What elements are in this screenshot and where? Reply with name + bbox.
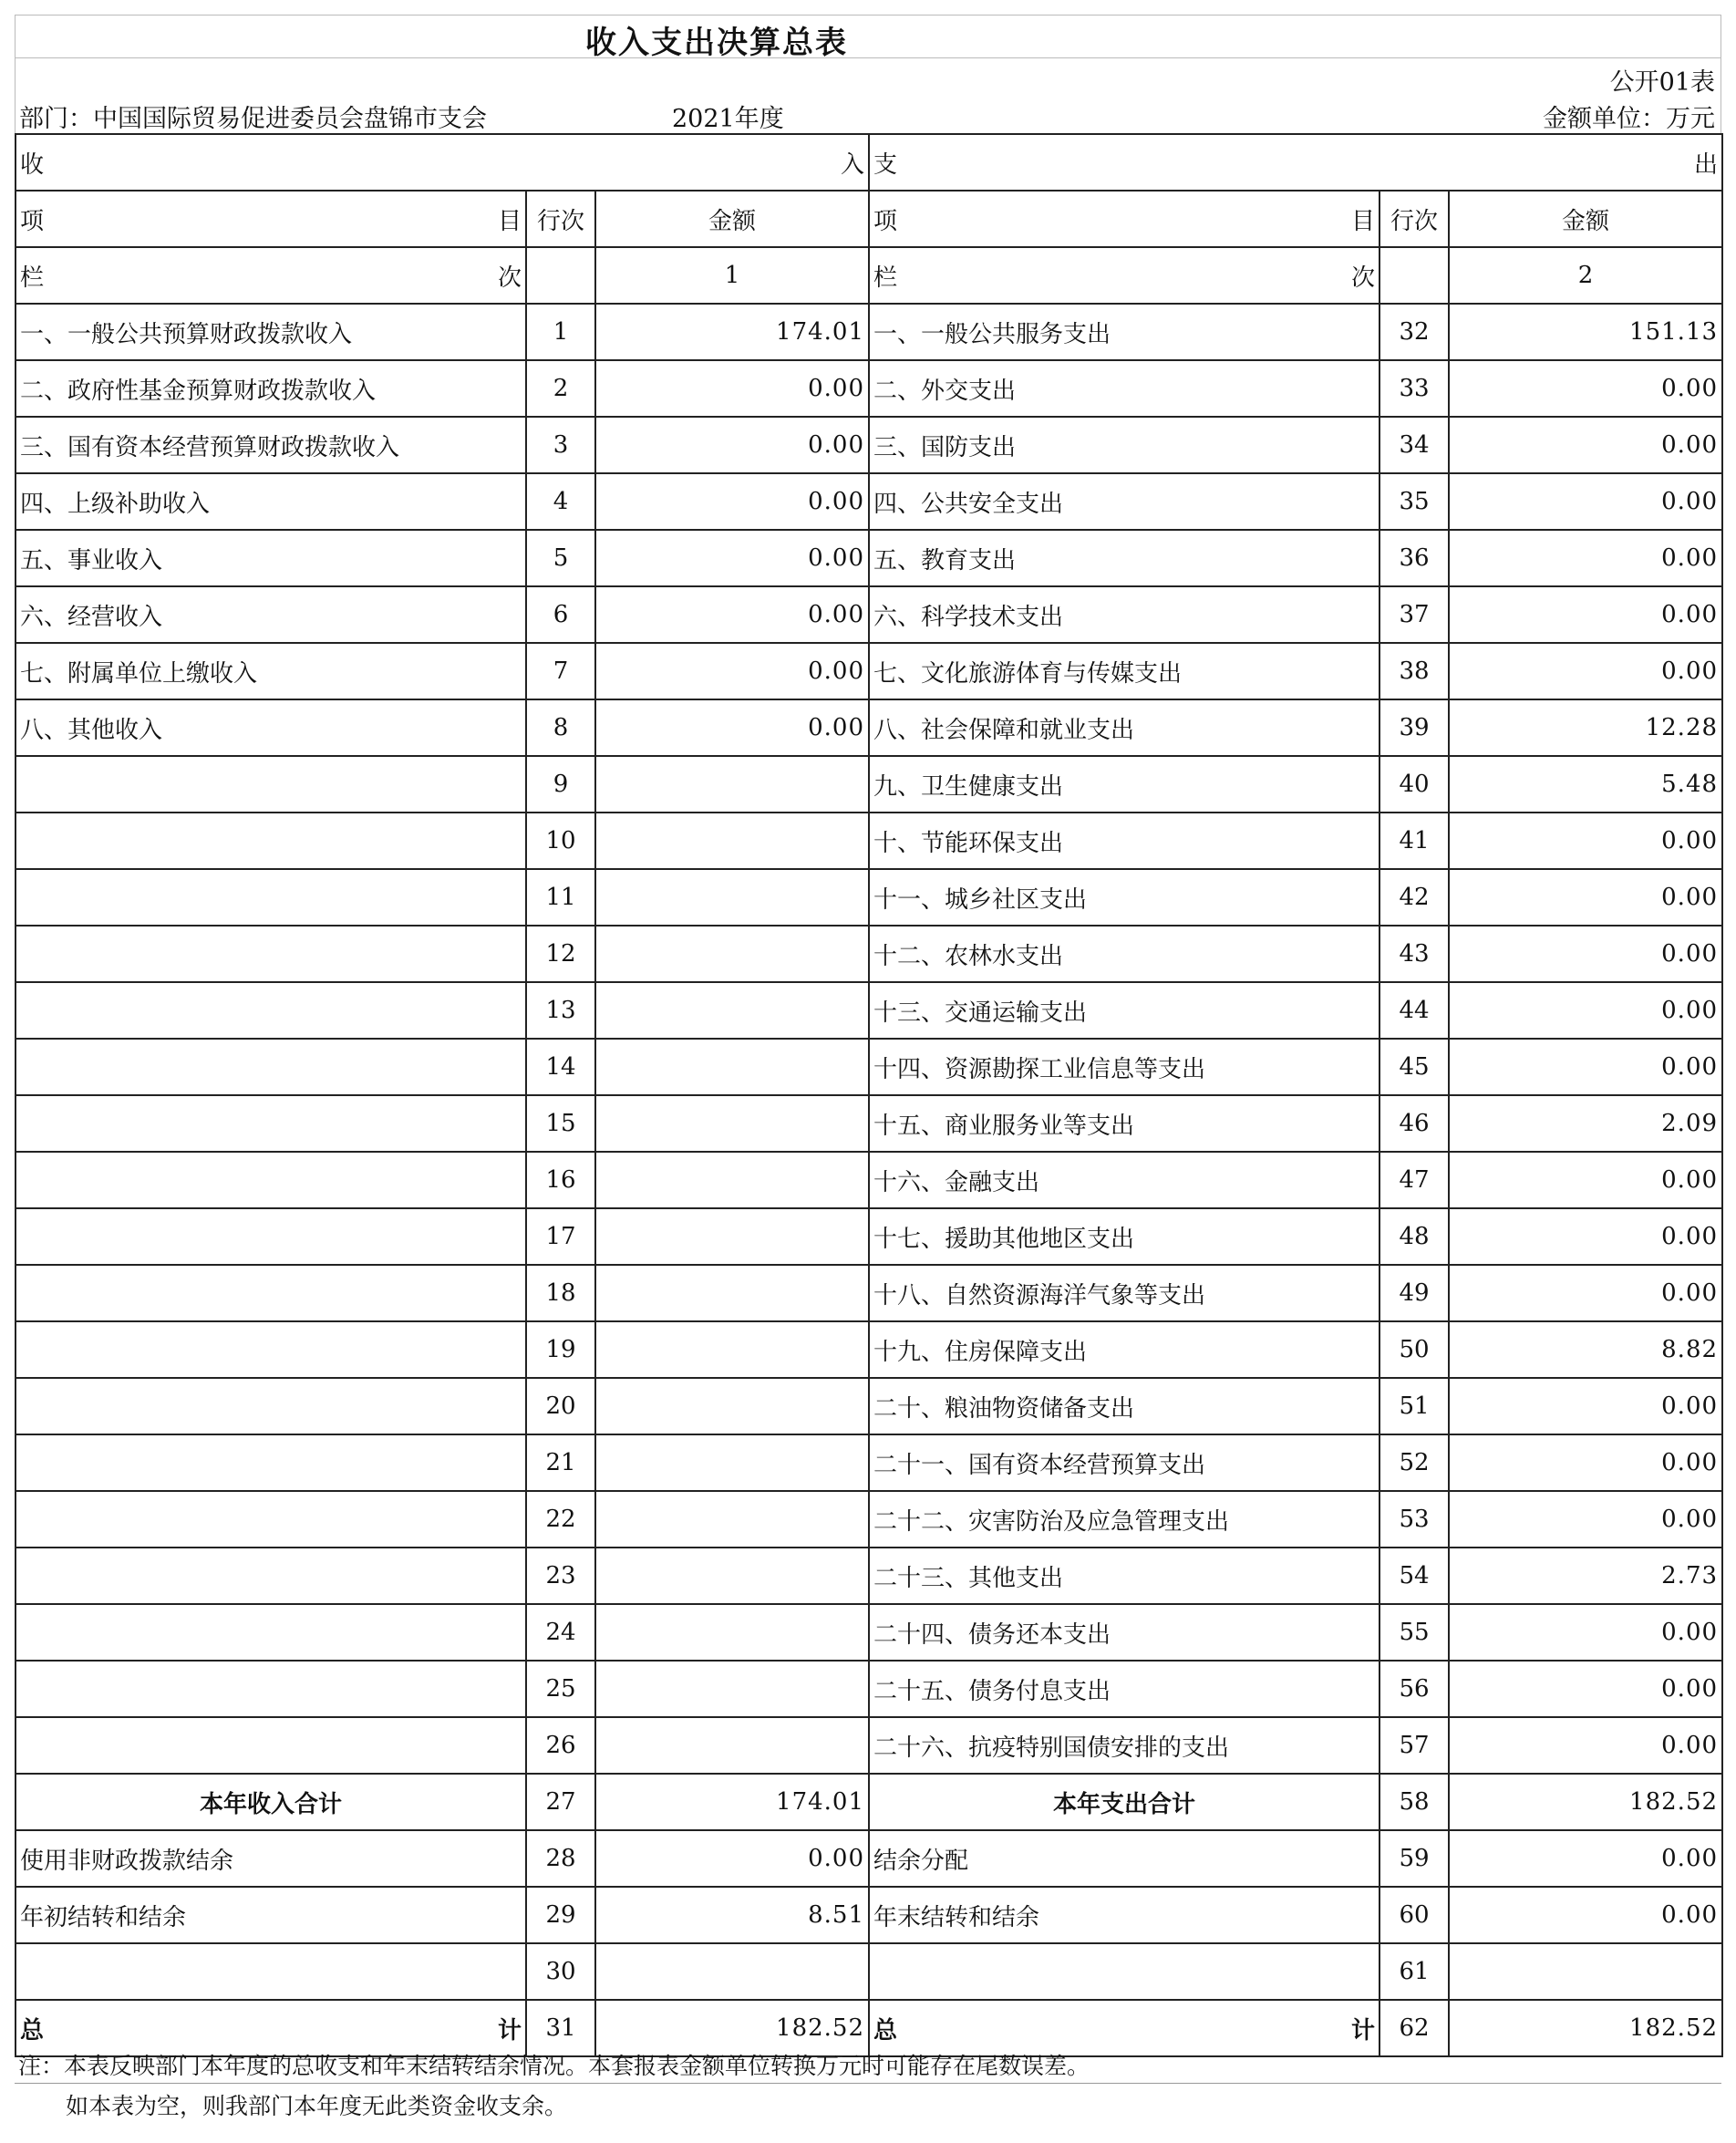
expense-item-name: 结余分配 bbox=[869, 1830, 1380, 1887]
empty-cell bbox=[526, 247, 595, 304]
income-amount bbox=[595, 982, 869, 1039]
income-row-no: 27 bbox=[526, 1774, 595, 1830]
section-header-row bbox=[16, 134, 1722, 191]
expense-amount: 0.00 bbox=[1449, 530, 1722, 586]
expense-row-no: 34 bbox=[1380, 417, 1449, 473]
table-row bbox=[16, 304, 1722, 360]
income-row-no: 29 bbox=[526, 1887, 595, 1943]
table-row bbox=[16, 417, 1722, 473]
income-amount bbox=[595, 1943, 869, 2000]
expense-amount: 182.52 bbox=[1449, 1774, 1722, 1830]
income-amount: 0.00 bbox=[595, 1830, 869, 1887]
table-row bbox=[16, 1152, 1722, 1208]
expense-row-no: 50 bbox=[1380, 1321, 1449, 1378]
expense-row-no: 46 bbox=[1380, 1095, 1449, 1152]
table-row bbox=[16, 982, 1722, 1039]
income-item-name bbox=[16, 756, 526, 813]
form-code-row bbox=[15, 58, 1721, 95]
expense-column-index: 2 bbox=[1449, 247, 1722, 304]
income-item-name: 一、一般公共预算财政拨款收入 bbox=[16, 304, 526, 360]
income-item-name bbox=[16, 1717, 526, 1774]
income-amount bbox=[595, 1095, 869, 1152]
income-item-name bbox=[16, 1434, 526, 1491]
expense-item-name: 三、国防支出 bbox=[869, 417, 1380, 473]
expense-row-no: 52 bbox=[1380, 1434, 1449, 1491]
expense-amount: 0.00 bbox=[1449, 1434, 1722, 1491]
income-expense-table bbox=[15, 133, 1723, 2057]
income-row-no: 10 bbox=[526, 813, 595, 869]
table-row bbox=[16, 756, 1722, 813]
expense-item-name: 二十五、债务付息支出 bbox=[869, 1661, 1380, 1717]
table-row bbox=[16, 1943, 1722, 2000]
expense-item-name: 二、外交支出 bbox=[869, 360, 1380, 417]
table-row bbox=[16, 643, 1722, 699]
column-header-row bbox=[16, 191, 1722, 247]
expense-amount: 0.00 bbox=[1449, 1208, 1722, 1265]
income-item-name: 八、其他收入 bbox=[16, 699, 526, 756]
expense-item-name: 十、节能环保支出 bbox=[869, 813, 1380, 869]
expense-item-name bbox=[869, 1943, 1380, 2000]
income-item-name bbox=[16, 1095, 526, 1152]
income-column-label: 栏 次 bbox=[16, 247, 526, 304]
table-row bbox=[16, 1604, 1722, 1661]
income-amount-header: 金额 bbox=[595, 191, 869, 247]
income-amount bbox=[595, 1265, 869, 1321]
expense-item-name: 十一、城乡社区支出 bbox=[869, 869, 1380, 926]
expense-row-no: 59 bbox=[1380, 1830, 1449, 1887]
expense-item-name: 十四、资源勘探工业信息等支出 bbox=[869, 1039, 1380, 1095]
expense-amount-header: 金额 bbox=[1449, 191, 1722, 247]
expense-amount: 0.00 bbox=[1449, 586, 1722, 643]
income-row-no: 3 bbox=[526, 417, 595, 473]
expense-row-no: 53 bbox=[1380, 1491, 1449, 1548]
income-amount: 0.00 bbox=[595, 530, 869, 586]
expense-item-name: 八、社会保障和就业支出 bbox=[869, 699, 1380, 756]
income-row-no: 19 bbox=[526, 1321, 595, 1378]
expense-item-name: 年末结转和结余 bbox=[869, 1887, 1380, 1943]
income-amount bbox=[595, 926, 869, 982]
income-amount bbox=[595, 1604, 869, 1661]
income-amount bbox=[595, 1208, 869, 1265]
income-row-no: 9 bbox=[526, 756, 595, 813]
expense-row-no: 58 bbox=[1380, 1774, 1449, 1830]
income-item-name: 四、上级补助收入 bbox=[16, 473, 526, 530]
expense-amount bbox=[1449, 1943, 1722, 2000]
expense-amount: 0.00 bbox=[1449, 1491, 1722, 1548]
expense-amount: 5.48 bbox=[1449, 756, 1722, 813]
income-item-name: 使用非财政拨款结余 bbox=[16, 1830, 526, 1887]
income-amount: 8.51 bbox=[595, 1887, 869, 1943]
expense-item-name: 一、一般公共服务支出 bbox=[869, 304, 1380, 360]
expense-amount: 0.00 bbox=[1449, 869, 1722, 926]
table-row bbox=[16, 360, 1722, 417]
expense-row-no: 39 bbox=[1380, 699, 1449, 756]
expense-row-no: 60 bbox=[1380, 1887, 1449, 1943]
expense-item-name: 二十一、国有资本经营预算支出 bbox=[869, 1434, 1380, 1491]
table-row bbox=[16, 586, 1722, 643]
income-row-no: 4 bbox=[526, 473, 595, 530]
table-row bbox=[16, 1208, 1722, 1265]
income-amount: 0.00 bbox=[595, 586, 869, 643]
expense-row-no: 33 bbox=[1380, 360, 1449, 417]
expense-item-header: 项 目 bbox=[869, 191, 1380, 247]
expense-amount: 0.00 bbox=[1449, 643, 1722, 699]
table-row bbox=[16, 699, 1722, 756]
income-item-name bbox=[16, 1548, 526, 1604]
income-amount: 174.01 bbox=[595, 1774, 869, 1830]
expense-item-name: 十六、金融支出 bbox=[869, 1152, 1380, 1208]
expense-item-name: 四、公共安全支出 bbox=[869, 473, 1380, 530]
income-amount bbox=[595, 1434, 869, 1491]
income-row-no: 20 bbox=[526, 1378, 595, 1434]
income-row-no: 13 bbox=[526, 982, 595, 1039]
income-item-name bbox=[16, 1039, 526, 1095]
expense-item-name: 十七、援助其他地区支出 bbox=[869, 1208, 1380, 1265]
income-item-name: 本年收入合计 bbox=[16, 1774, 526, 1830]
income-row-no: 16 bbox=[526, 1152, 595, 1208]
expense-amount: 0.00 bbox=[1449, 1378, 1722, 1434]
expense-row-no: 41 bbox=[1380, 813, 1449, 869]
income-amount: 0.00 bbox=[595, 643, 869, 699]
expense-row-no: 37 bbox=[1380, 586, 1449, 643]
expense-row-no: 51 bbox=[1380, 1378, 1449, 1434]
table-row bbox=[16, 1717, 1722, 1774]
table-row bbox=[16, 926, 1722, 982]
expense-amount: 0.00 bbox=[1449, 360, 1722, 417]
expense-section-header: 支 出 bbox=[869, 134, 1722, 191]
expense-item-name: 十三、交通运输支出 bbox=[869, 982, 1380, 1039]
table-row bbox=[16, 1265, 1722, 1321]
income-row-no: 6 bbox=[526, 586, 595, 643]
income-amount: 0.00 bbox=[595, 699, 869, 756]
income-item-name bbox=[16, 813, 526, 869]
divider bbox=[15, 2083, 1721, 2084]
expense-row-no: 45 bbox=[1380, 1039, 1449, 1095]
income-row-no: 15 bbox=[526, 1095, 595, 1152]
table-row bbox=[16, 1661, 1722, 1717]
income-row-no: 30 bbox=[526, 1943, 595, 2000]
expense-amount: 0.00 bbox=[1449, 1039, 1722, 1095]
income-amount bbox=[595, 813, 869, 869]
income-item-name bbox=[16, 1321, 526, 1378]
expense-row-no: 44 bbox=[1380, 982, 1449, 1039]
expense-amount: 12.28 bbox=[1449, 699, 1722, 756]
income-item-name bbox=[16, 982, 526, 1039]
table-row bbox=[16, 1321, 1722, 1378]
note-line-1: 注：本表反映部门本年度的总收支和年末结转结余情况。本套报表金额单位转换万元时可能存在尾数误差。 bbox=[18, 2053, 1090, 2079]
expense-amount: 0.00 bbox=[1449, 417, 1722, 473]
income-item-name bbox=[16, 1943, 526, 2000]
expense-amount: 0.00 bbox=[1449, 982, 1722, 1039]
income-item-name bbox=[16, 1604, 526, 1661]
expense-item-name: 二十、粮油物资储备支出 bbox=[869, 1378, 1380, 1434]
page-title: 收入支出决算总表 bbox=[585, 25, 848, 61]
income-row-no: 18 bbox=[526, 1265, 595, 1321]
table-row bbox=[16, 1830, 1722, 1887]
income-item-name: 年初结转和结余 bbox=[16, 1887, 526, 1943]
income-amount bbox=[595, 1378, 869, 1434]
expense-column-label: 栏 次 bbox=[869, 247, 1380, 304]
expense-amount: 0.00 bbox=[1449, 473, 1722, 530]
income-item-name bbox=[16, 1378, 526, 1434]
income-row-no: 7 bbox=[526, 643, 595, 699]
expense-item-name: 六、科学技术支出 bbox=[869, 586, 1380, 643]
note-line-2: 如本表为空，则我部门本年度无此类资金收支余。 bbox=[66, 2093, 568, 2119]
income-amount bbox=[595, 1491, 869, 1548]
table-row bbox=[16, 530, 1722, 586]
income-row-no: 5 bbox=[526, 530, 595, 586]
table-row bbox=[16, 1887, 1722, 1943]
expense-row-no: 57 bbox=[1380, 1717, 1449, 1774]
expense-item-name: 二十三、其他支出 bbox=[869, 1548, 1380, 1604]
expense-row-no: 36 bbox=[1380, 530, 1449, 586]
expense-item-name: 十五、商业服务业等支出 bbox=[869, 1095, 1380, 1152]
income-total-row-no: 31 bbox=[526, 2000, 595, 2056]
expense-item-name: 九、卫生健康支出 bbox=[869, 756, 1380, 813]
income-row-no: 28 bbox=[526, 1830, 595, 1887]
income-amount: 0.00 bbox=[595, 417, 869, 473]
expense-row-no-header: 行次 bbox=[1380, 191, 1449, 247]
income-row-no: 8 bbox=[526, 699, 595, 756]
table-row bbox=[16, 1434, 1722, 1491]
expense-item-name: 本年支出合计 bbox=[869, 1774, 1380, 1830]
expense-row-no: 42 bbox=[1380, 869, 1449, 926]
income-amount bbox=[595, 1321, 869, 1378]
column-index-row bbox=[16, 247, 1722, 304]
expense-amount: 0.00 bbox=[1449, 926, 1722, 982]
income-item-name bbox=[16, 1491, 526, 1548]
expense-item-name: 五、教育支出 bbox=[869, 530, 1380, 586]
income-item-name: 二、政府性基金预算财政拨款收入 bbox=[16, 360, 526, 417]
expense-item-name: 七、文化旅游体育与传媒支出 bbox=[869, 643, 1380, 699]
expense-item-name: 十二、农林水支出 bbox=[869, 926, 1380, 982]
meta-row bbox=[15, 95, 1721, 133]
expense-total-row-no: 62 bbox=[1380, 2000, 1449, 2056]
income-item-name bbox=[16, 926, 526, 982]
income-row-no: 12 bbox=[526, 926, 595, 982]
table-row bbox=[16, 1548, 1722, 1604]
table-row bbox=[16, 1095, 1722, 1152]
income-item-name: 七、附属单位上缴收入 bbox=[16, 643, 526, 699]
income-total-amount: 182.52 bbox=[595, 2000, 869, 2056]
income-column-index: 1 bbox=[595, 247, 869, 304]
income-amount bbox=[595, 869, 869, 926]
table-row bbox=[16, 1491, 1722, 1548]
income-row-no-header: 行次 bbox=[526, 191, 595, 247]
income-amount bbox=[595, 1661, 869, 1717]
income-item-name bbox=[16, 1265, 526, 1321]
expense-row-no: 40 bbox=[1380, 756, 1449, 813]
income-row-no: 25 bbox=[526, 1661, 595, 1717]
expense-row-no: 54 bbox=[1380, 1548, 1449, 1604]
income-item-name: 五、事业收入 bbox=[16, 530, 526, 586]
income-amount bbox=[595, 756, 869, 813]
income-item-header: 项 目 bbox=[16, 191, 526, 247]
income-item-name bbox=[16, 1208, 526, 1265]
income-row-no: 24 bbox=[526, 1604, 595, 1661]
expense-row-no: 55 bbox=[1380, 1604, 1449, 1661]
income-item-name bbox=[16, 869, 526, 926]
title-row bbox=[15, 15, 1721, 61]
income-amount bbox=[595, 1039, 869, 1095]
income-amount bbox=[595, 1548, 869, 1604]
expense-amount: 2.73 bbox=[1449, 1548, 1722, 1604]
income-row-no: 1 bbox=[526, 304, 595, 360]
expense-item-name: 十九、住房保障支出 bbox=[869, 1321, 1380, 1378]
table-row bbox=[16, 1039, 1722, 1095]
department-label: 部门：中国国际贸易促进委员会盘锦市支会 bbox=[19, 105, 487, 133]
income-item-name: 三、国有资本经营预算财政拨款收入 bbox=[16, 417, 526, 473]
amount-unit: 金额单位：万元 bbox=[1543, 105, 1715, 133]
expense-total-amount: 182.52 bbox=[1449, 2000, 1722, 2056]
expense-item-name: 二十二、灾害防治及应急管理支出 bbox=[869, 1491, 1380, 1548]
income-amount: 0.00 bbox=[595, 360, 869, 417]
income-amount bbox=[595, 1717, 869, 1774]
empty-cell bbox=[1380, 247, 1449, 304]
expense-amount: 151.13 bbox=[1449, 304, 1722, 360]
expense-item-name: 二十六、抗疫特别国债安排的支出 bbox=[869, 1717, 1380, 1774]
expense-amount: 0.00 bbox=[1449, 1887, 1722, 1943]
income-item-name bbox=[16, 1152, 526, 1208]
expense-row-no: 49 bbox=[1380, 1265, 1449, 1321]
table-row bbox=[16, 1774, 1722, 1830]
expense-amount: 0.00 bbox=[1449, 1265, 1722, 1321]
expense-row-no: 61 bbox=[1380, 1943, 1449, 2000]
expense-item-name: 二十四、债务还本支出 bbox=[869, 1604, 1380, 1661]
income-row-no: 17 bbox=[526, 1208, 595, 1265]
expense-amount: 0.00 bbox=[1449, 813, 1722, 869]
expense-row-no: 47 bbox=[1380, 1152, 1449, 1208]
expense-row-no: 48 bbox=[1380, 1208, 1449, 1265]
income-row-no: 11 bbox=[526, 869, 595, 926]
expense-amount: 0.00 bbox=[1449, 1152, 1722, 1208]
income-item-name: 六、经营收入 bbox=[16, 586, 526, 643]
expense-amount: 8.82 bbox=[1449, 1321, 1722, 1378]
table-row bbox=[16, 869, 1722, 926]
expense-total-label: 总 计 bbox=[869, 2000, 1380, 2056]
expense-amount: 2.09 bbox=[1449, 1095, 1722, 1152]
expense-amount: 0.00 bbox=[1449, 1717, 1722, 1774]
income-amount: 174.01 bbox=[595, 304, 869, 360]
expense-item-name: 十八、自然资源海洋气象等支出 bbox=[869, 1265, 1380, 1321]
income-row-no: 2 bbox=[526, 360, 595, 417]
table-row bbox=[16, 813, 1722, 869]
fiscal-year: 2021年度 bbox=[672, 105, 784, 133]
expense-amount: 0.00 bbox=[1449, 1604, 1722, 1661]
table-row bbox=[16, 1378, 1722, 1434]
expense-row-no: 43 bbox=[1380, 926, 1449, 982]
income-amount: 0.00 bbox=[595, 473, 869, 530]
expense-row-no: 35 bbox=[1380, 473, 1449, 530]
expense-amount: 0.00 bbox=[1449, 1661, 1722, 1717]
report-sheet bbox=[15, 15, 1721, 2128]
income-total-label: 总 计 bbox=[16, 2000, 526, 2056]
income-row-no: 23 bbox=[526, 1548, 595, 1604]
table-row bbox=[16, 473, 1722, 530]
income-section-header: 收 入 bbox=[16, 134, 869, 191]
income-row-no: 14 bbox=[526, 1039, 595, 1095]
expense-amount: 0.00 bbox=[1449, 1830, 1722, 1887]
expense-row-no: 56 bbox=[1380, 1661, 1449, 1717]
income-item-name bbox=[16, 1661, 526, 1717]
form-code: 公开01表 bbox=[1609, 68, 1715, 97]
income-row-no: 21 bbox=[526, 1434, 595, 1491]
income-row-no: 26 bbox=[526, 1717, 595, 1774]
income-amount bbox=[595, 1152, 869, 1208]
expense-row-no: 38 bbox=[1380, 643, 1449, 699]
expense-row-no: 32 bbox=[1380, 304, 1449, 360]
income-row-no: 22 bbox=[526, 1491, 595, 1548]
